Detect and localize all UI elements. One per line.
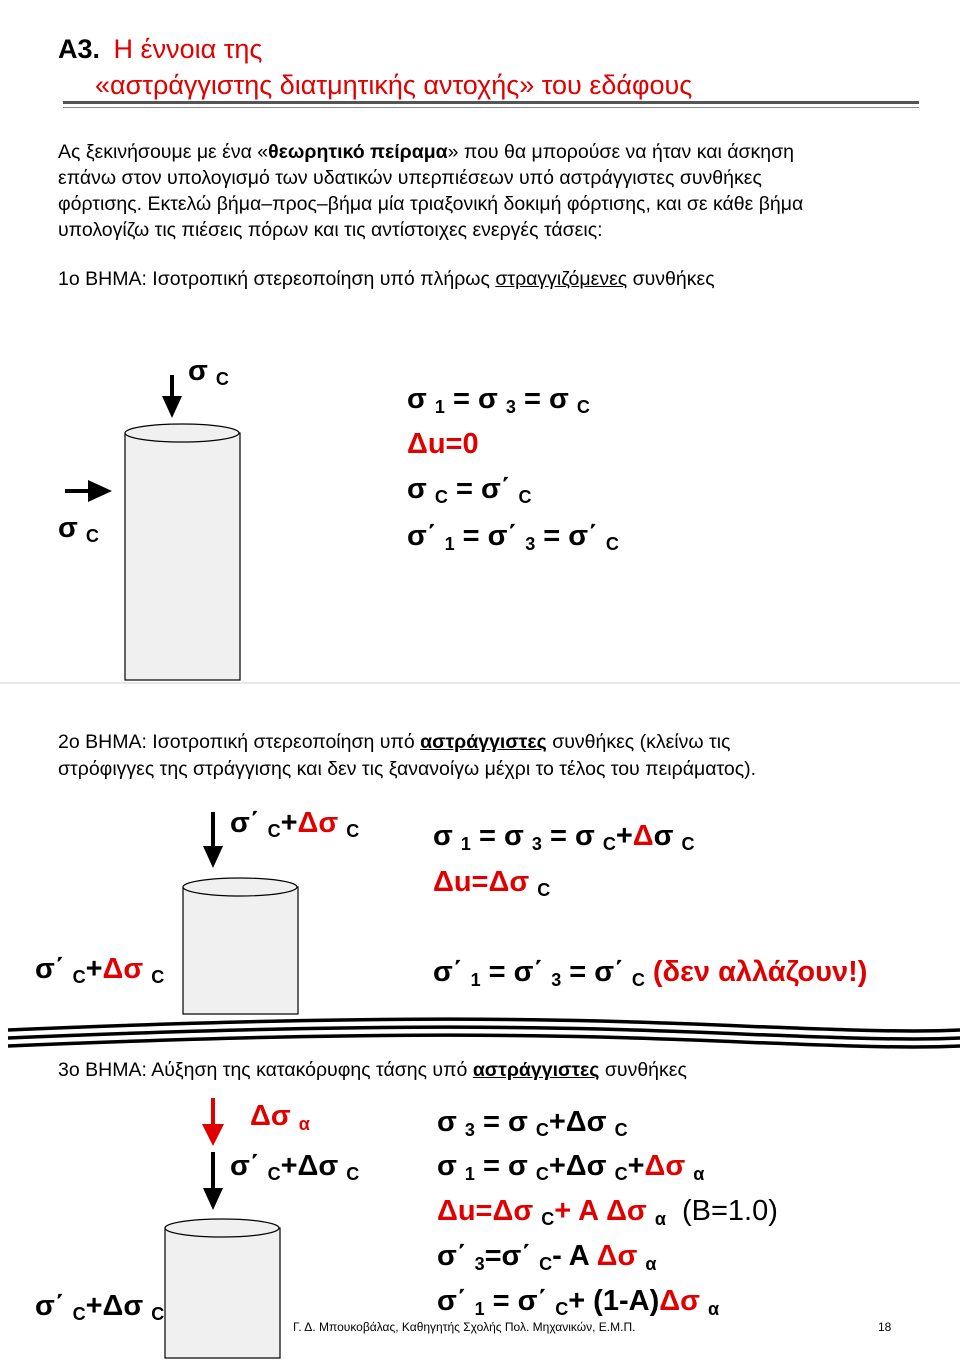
step1-text: Ισοτροπική στερεοποίηση υπό πλήρως — [146, 268, 496, 290]
footer-author: Γ. Δ. Μπουκοβάλας, Καθηγητής Σχολής Πολ. Μηχανικών, Ε.Μ.Π. — [293, 1320, 636, 1334]
step1-eq1: σ $_1$ = σ $_3$ = σ $_C$ — [407, 383, 590, 417]
step1-load-side: σ $_C$ — [58, 512, 99, 546]
step1-underlined: στραγγιζόμενες — [495, 268, 628, 290]
wavy-separator — [8, 1019, 960, 1047]
step2-text: Ισοτροπική στερεοποίηση υπό — [146, 731, 421, 753]
step2-eq3: σ΄ $_1$ = σ΄ $_3$ = σ΄ $_C$ (δεν αλλάζουν!) — [433, 956, 868, 990]
step2-after: συνθήκες (κλείνω τις — [546, 731, 731, 753]
step1-label: 1ο ΒΗΜΑ: — [58, 268, 147, 290]
step3-eq4: σ΄ $_3$=σ΄ $_C$- A Δσ $_\alpha$ — [437, 1240, 657, 1274]
step2-eq2: Δu=Δσ $_C$ — [433, 866, 551, 900]
title-line1: Η έννοια της — [113, 34, 263, 64]
step1-after: συνθήκες — [627, 268, 715, 290]
step3-eq1: σ $_3$ = σ $_C$+Δσ $_C$ — [437, 1106, 628, 1140]
intro-text-post: » που θα μπορούσε να ήταν και άσκηση — [447, 141, 795, 163]
step2-label: 2ο ΒΗΜΑ: — [58, 731, 147, 753]
footer-page-number: 18 — [878, 1320, 892, 1334]
step3-load-side: σ΄ $_C$+Δσ $_C$ — [35, 1290, 165, 1324]
step3-eq2: σ $_1$ = σ $_C$+Δσ $_C$+Δσ $_\alpha$ — [437, 1150, 705, 1184]
down-arrow-icon-2 — [203, 812, 223, 868]
title-prefix: Α3. — [58, 34, 101, 64]
right-arrow-icon — [65, 480, 112, 502]
step3-eq3: Δu=Δσ $_C$+ A Δσ $_\alpha$ (B=1.0) — [437, 1195, 778, 1229]
step3-eq5: σ΄ $_1$ = σ΄ $_C$+ (1-A)Δσ $_\alpha$ — [437, 1285, 720, 1319]
step2-heading — [58, 731, 730, 754]
step1-load-top: σ $_C$ — [188, 355, 229, 389]
step3-load-top: σ΄ $_C$+Δσ $_C$ — [230, 1150, 360, 1184]
specimen-cylinder-2 — [183, 878, 298, 1014]
step2-underlined: αστράγγιστες — [420, 731, 547, 753]
step3-load-delta: Δσ $_\alpha$ — [250, 1100, 310, 1134]
red-down-arrow-icon — [202, 1098, 224, 1146]
step1-eq4: σ΄ $_1$ = σ΄ $_3$ = σ΄ $_C$ — [407, 520, 619, 554]
intro-text: Ας ξεκινήσουμε με ένα « — [58, 141, 269, 163]
intro-line4: υπολογίζω τις πιέσεις πόρων και τις αντίστοιχες ενεργές τάσεις: — [58, 219, 603, 241]
step3-underlined: αστράγγιστες — [472, 1059, 600, 1081]
step3-text: Αύξηση της κατακόρυφης τάσης υπό — [146, 1059, 473, 1081]
step2-eq1: σ $_1$ = σ $_3$ = σ $_C$+Δσ $_C$ — [433, 820, 695, 854]
intro-bold: θεωρητικό πείραμα — [268, 141, 448, 163]
specimen-cylinder-3 — [165, 1219, 280, 1358]
step1-eq3: σ $_C$ = σ΄ $_C$ — [407, 473, 532, 507]
step1-eq2: Δu=0 — [407, 428, 479, 460]
step2-line2: στρόφιγγες της στράγγισης και δεν τις ξανανοίγω μέχρι το τέλος του πειράματος). — [58, 758, 757, 780]
step2-load-side: σ΄ $_C$+Δσ $_C$ — [35, 953, 165, 987]
step3-eq3-note: (B=1.0) — [681, 1195, 778, 1227]
title-line2: «αστράγγιστης διατμητικής αντοχής» του εδάφους — [95, 70, 693, 100]
step3-heading — [58, 1059, 687, 1082]
step3-label: 3ο ΒΗΜΑ: — [58, 1059, 147, 1081]
specimen-cylinder-1 — [125, 424, 240, 680]
intro-line3: φόρτισης. Εκτελώ βήμα–προς–βήμα μία τριαξονική δοκιμή φόρτισης, και σε κάθε βήμα — [58, 193, 804, 215]
step3-after: συνθήκες — [599, 1059, 687, 1081]
down-arrow-icon — [162, 375, 182, 418]
step2-load-top: σ΄ $_C$+Δσ $_C$ — [230, 807, 360, 841]
intro-line2: επάνω στον υπολογισμό των υδατικών υπερπιέσεων υπό αστράγγιστες συνθήκες — [58, 167, 762, 189]
down-arrow-icon-3 — [203, 1152, 223, 1210]
